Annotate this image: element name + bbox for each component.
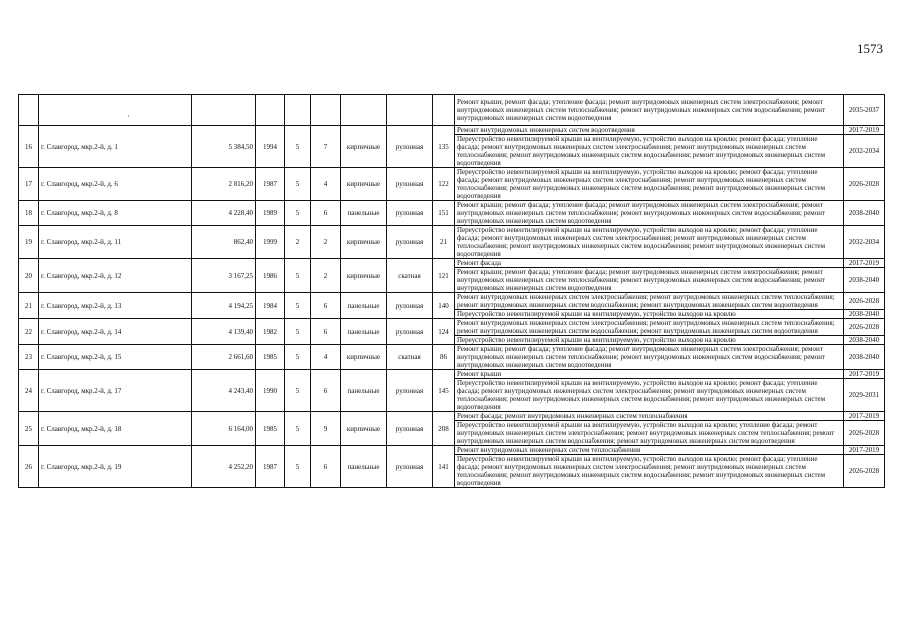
empty-cell (285, 95, 311, 126)
work-description: Переустройство невентилируемой крыши на вентилируемую, устройство выходов на кровлю; ремонт фасада; утепление фасада; ремонт внутридомовых инженерных систем электроснабжения; ремонт внутридомовых инженерных систем теплоснабжения; ремонт внутридомовых инженерных систем водоснабжения; ремонт внутридомовых инженерных систем водоотведения (455, 379, 844, 412)
table-row (19, 319, 885, 336)
entrances-cell: 6 (311, 319, 341, 345)
address-cell: г. Славгород, мкр.2-й, д. 18 (39, 412, 192, 446)
work-years: 2026-2028 (844, 319, 885, 336)
row-number: 17 (19, 168, 39, 201)
floors-cell: 5 (285, 126, 311, 168)
floors-cell: 5 (285, 370, 311, 412)
work-years: 2038-2040 (844, 268, 885, 293)
work-years: 2017-2019 (844, 446, 885, 455)
entrances-cell: 6 (311, 293, 341, 319)
table-row (19, 226, 885, 259)
roof-type-cell: рулонная (387, 293, 433, 319)
entrances-cell: 6 (311, 370, 341, 412)
work-description: Ремонт внутридомовых инженерных систем электроснабжения; ремонт внутридомовых инженерных систем теплоснабжения; ремонт внутридомовых инженерных систем водоснабжения; ремонт внутридомовых инженерных систем водоотведения (455, 293, 844, 310)
year-cell: 1984 (256, 293, 285, 319)
roof-type-cell: рулонная (387, 201, 433, 226)
year-cell: 1986 (256, 259, 285, 293)
entrances-cell: 6 (311, 201, 341, 226)
work-description: Переустройство невентилируемой крыши на вентилируемую, устройство выходов на кровлю; ремонт фасада; утепление фасада; ремонт внутридомовых инженерных систем электроснабжения; ремонт внутридомовых инженерных систем теплоснабжения; ремонт внутридомовых инженерных систем водоснабжения; ремонт внутридомовых инженерных систем водоотведения (455, 226, 844, 259)
roof-type-cell: рулонная (387, 446, 433, 488)
work-years: 2017-2019 (844, 259, 885, 268)
entrances-cell: 2 (311, 226, 341, 259)
floors-cell: 5 (285, 446, 311, 488)
empty-cell (39, 95, 192, 126)
roof-type-cell: рулонная (387, 412, 433, 446)
area-cell: 4 243,40 (192, 370, 256, 412)
area-cell: 5 384,50 (192, 126, 256, 168)
row-number: 21 (19, 293, 39, 319)
row-number: 24 (19, 370, 39, 412)
wall-material-cell: кирпичные (341, 168, 387, 201)
stray-mark: · (127, 112, 130, 121)
work-years: 2026-2028 (844, 168, 885, 201)
work-description: Переустройство невентилируемой крыши на вентилируемую, устройство выходов на кровлю (455, 310, 844, 319)
work-years: 2017-2019 (844, 412, 885, 421)
year-cell: 1994 (256, 126, 285, 168)
table-row (19, 95, 885, 126)
year-cell: 1987 (256, 446, 285, 488)
area-cell: 3 167,25 (192, 259, 256, 293)
residents-cell: 140 (433, 293, 455, 319)
wall-material-cell: кирпичные (341, 412, 387, 446)
area-cell: 2 661,60 (192, 345, 256, 370)
floors-cell: 5 (285, 345, 311, 370)
roof-type-cell: рулонная (387, 168, 433, 201)
address-cell: г. Славгород, мкр.2-й, д. 13 (39, 293, 192, 319)
residents-cell: 208 (433, 412, 455, 446)
entrances-cell: 4 (311, 168, 341, 201)
wall-material-cell: панельные (341, 293, 387, 319)
residents-cell: 145 (433, 370, 455, 412)
residents-cell: 121 (433, 259, 455, 293)
residents-cell: 124 (433, 319, 455, 345)
work-description: Переустройство невентилируемой крыши на вентилируемую, устройство выходов на кровлю; ремонт фасада; утепление фасада; ремонт внутридомовых инженерных систем электроснабжения; ремонт внутридомовых инженерных систем теплоснабжения; ремонт внутридомовых инженерных систем водоснабжения; ремонт внутридомовых инженерных систем водоотведения (455, 455, 844, 488)
wall-material-cell: кирпичные (341, 259, 387, 293)
work-years: 2032-2034 (844, 226, 885, 259)
work-description: Переустройство невентилируемой крыши на вентилируемую, устройство выходов на кровлю (455, 336, 844, 345)
floors-cell: 5 (285, 412, 311, 446)
empty-cell (341, 95, 387, 126)
floors-cell: 5 (285, 168, 311, 201)
work-description: Ремонт внутридомовых инженерных систем водоотведения (455, 126, 844, 135)
work-years: 2026-2028 (844, 421, 885, 446)
row-number: 20 (19, 259, 39, 293)
table-row (19, 345, 885, 370)
wall-material-cell: кирпичные (341, 226, 387, 259)
work-description: Ремонт крыши; ремонт фасада; утепление фасада; ремонт внутридомовых инженерных систем электроснабжения; ремонт внутридомовых инженерных систем теплоснабжения; ремонт внутридомовых инженерных систем водоснабжения; ремонт внутридомовых инженерных систем водоотведения (455, 201, 844, 226)
row-number: 22 (19, 319, 39, 345)
address-cell: г. Славгород, мкр.2-й, д. 8 (39, 201, 192, 226)
entrances-cell: 2 (311, 259, 341, 293)
work-years: 2038-2040 (844, 345, 885, 370)
wall-material-cell: панельные (341, 370, 387, 412)
wall-material-cell: панельные (341, 446, 387, 488)
area-cell: 4 228,40 (192, 201, 256, 226)
work-years: 2038-2040 (844, 310, 885, 319)
entrances-cell: 9 (311, 412, 341, 446)
page-number: 1573 (857, 41, 883, 56)
work-description: Переустройство невентилируемой крыши на вентилируемую, устройство выходов на кровлю; утепление фасада; ремонт внутридомовых инженерных систем электроснабжения; ремонт внутридомовых инженерных систем теплоснабжения; ремонт внутридомовых инженерных систем водоснабжения; ремонт внутридомовых инженерных систем водоотведения (455, 421, 844, 446)
roof-type-cell: рулонная (387, 226, 433, 259)
work-years: 2026-2028 (844, 293, 885, 310)
wall-material-cell: панельные (341, 319, 387, 345)
floors-cell: 2 (285, 226, 311, 259)
empty-cell (433, 95, 455, 126)
roof-type-cell: рулонная (387, 126, 433, 168)
work-years: 2017-2019 (844, 126, 885, 135)
roof-type-cell: рулонная (387, 319, 433, 345)
work-description: Ремонт внутридомовых инженерных систем теплоснабжения (455, 446, 844, 455)
work-description: Ремонт внутридомовых инженерных систем электроснабжения; ремонт внутридомовых инженерных систем теплоснабжения; ремонт внутридомовых инженерных систем водоснабжения; ремонт внутридомовых инженерных систем водоотведения (455, 319, 844, 336)
work-years: 2035-2037 (844, 95, 885, 126)
work-years: 2038-2040 (844, 336, 885, 345)
table-row (19, 446, 885, 455)
residents-cell: 21 (433, 226, 455, 259)
work-description: Ремонт крыши; ремонт фасада; утепление фасада; ремонт внутридомовых инженерных систем электроснабжения; ремонт внутридомовых инженерных систем теплоснабжения; ремонт внутридомовых инженерных систем водоснабжения; ремонт внутридомовых инженерных систем водоотведения (455, 95, 844, 126)
empty-cell (192, 95, 256, 126)
table-row (19, 201, 885, 226)
area-cell: 4 139,40 (192, 319, 256, 345)
residents-cell: 141 (433, 446, 455, 488)
work-years: 2029-2031 (844, 379, 885, 412)
area-cell: 6 164,00 (192, 412, 256, 446)
year-cell: 1990 (256, 370, 285, 412)
work-years: 2032-2034 (844, 135, 885, 168)
work-description: Ремонт крыши; ремонт фасада; утепление фасада; ремонт внутридомовых инженерных систем электроснабжения; ремонт внутридомовых инженерных систем теплоснабжения; ремонт внутридомовых инженерных систем водоснабжения; ремонт внутридомовых инженерных систем водоотведения (455, 268, 844, 293)
floors-cell: 5 (285, 319, 311, 345)
row-number: 26 (19, 446, 39, 488)
year-cell: 1982 (256, 319, 285, 345)
address-cell: г. Славгород, мкр.2-й, д. 14 (39, 319, 192, 345)
area-cell: 4 194,25 (192, 293, 256, 319)
roof-type-cell: скатная (387, 259, 433, 293)
table-row (19, 126, 885, 135)
work-description: Переустройство невентилируемой крыши на вентилируемую, устройство выходов на кровлю; ремонт фасада; утепление фасада; ремонт внутридомовых инженерных систем электроснабжения; ремонт внутридомовых инженерных систем теплоснабжения; ремонт внутридомовых инженерных систем водоснабжения; ремонт внутридомовых инженерных систем водоотведения (455, 135, 844, 168)
work-description: Ремонт крыши (455, 370, 844, 379)
row-number: 18 (19, 201, 39, 226)
wall-material-cell: панельные (341, 201, 387, 226)
address-cell: г. Славгород, мкр.2-й, д. 19 (39, 446, 192, 488)
entrances-cell: 6 (311, 446, 341, 488)
year-cell: 1985 (256, 412, 285, 446)
work-years: 2017-2019 (844, 370, 885, 379)
table-row (19, 259, 885, 268)
area-cell: 2 816,20 (192, 168, 256, 201)
year-cell: 1987 (256, 168, 285, 201)
empty-cell (311, 95, 341, 126)
wall-material-cell: кирпичные (341, 345, 387, 370)
table-row (19, 412, 885, 421)
year-cell: 1985 (256, 345, 285, 370)
floors-cell: 5 (285, 293, 311, 319)
residents-cell: 86 (433, 345, 455, 370)
empty-cell (387, 95, 433, 126)
residents-cell: 135 (433, 126, 455, 168)
work-description: Ремонт крыши; ремонт фасада; утепление фасада; ремонт внутридомовых инженерных систем электроснабжения; ремонт внутридомовых инженерных систем теплоснабжения; ремонт внутридомовых инженерных систем водоснабжения; ремонт внутридомовых инженерных систем водоотведения (455, 345, 844, 370)
address-cell: г. Славгород, мкр.2-й, д. 17 (39, 370, 192, 412)
roof-type-cell: скатная (387, 345, 433, 370)
address-cell: г. Славгород, мкр.2-й, д. 6 (39, 168, 192, 201)
table-row (19, 293, 885, 310)
row-number: 25 (19, 412, 39, 446)
residents-cell: 151 (433, 201, 455, 226)
address-cell: г. Славгород, мкр.2-й, д. 15 (39, 345, 192, 370)
floors-cell: 5 (285, 259, 311, 293)
floors-cell: 5 (285, 201, 311, 226)
address-cell: г. Славгород, мкр.2-й, д. 11 (39, 226, 192, 259)
empty-cell (19, 95, 39, 126)
area-cell: 4 252,20 (192, 446, 256, 488)
residents-cell: 122 (433, 168, 455, 201)
address-cell: г. Славгород, мкр.2-й, д. 12 (39, 259, 192, 293)
work-years: 2026-2028 (844, 455, 885, 488)
area-cell: 862,40 (192, 226, 256, 259)
work-description: Ремонт фасада (455, 259, 844, 268)
empty-cell (256, 95, 285, 126)
row-number: 16 (19, 126, 39, 168)
table-row (19, 168, 885, 201)
row-number: 19 (19, 226, 39, 259)
wall-material-cell: кирпичные (341, 126, 387, 168)
roof-type-cell: рулонная (387, 370, 433, 412)
year-cell: 1989 (256, 201, 285, 226)
row-number: 23 (19, 345, 39, 370)
entrances-cell: 4 (311, 345, 341, 370)
work-description: Переустройство невентилируемой крыши на вентилируемую, устройство выходов на кровлю; ремонт фасада; утепление фасада; ремонт внутридомовых инженерных систем электроснабжения; ремонт внутридомовых инженерных систем теплоснабжения; ремонт внутридомовых инженерных систем водоснабжения; ремонт внутридомовых инженерных систем водоотведения (455, 168, 844, 201)
entrances-cell: 7 (311, 126, 341, 168)
address-cell: г. Славгород, мкр.2-й, д. 1 (39, 126, 192, 168)
year-cell: 1999 (256, 226, 285, 259)
repair-schedule-table (18, 94, 885, 488)
table-row (19, 370, 885, 379)
work-years: 2038-2040 (844, 201, 885, 226)
work-description: Ремонт фасада; ремонт внутридомовых инженерных систем теплоснабжения (455, 412, 844, 421)
